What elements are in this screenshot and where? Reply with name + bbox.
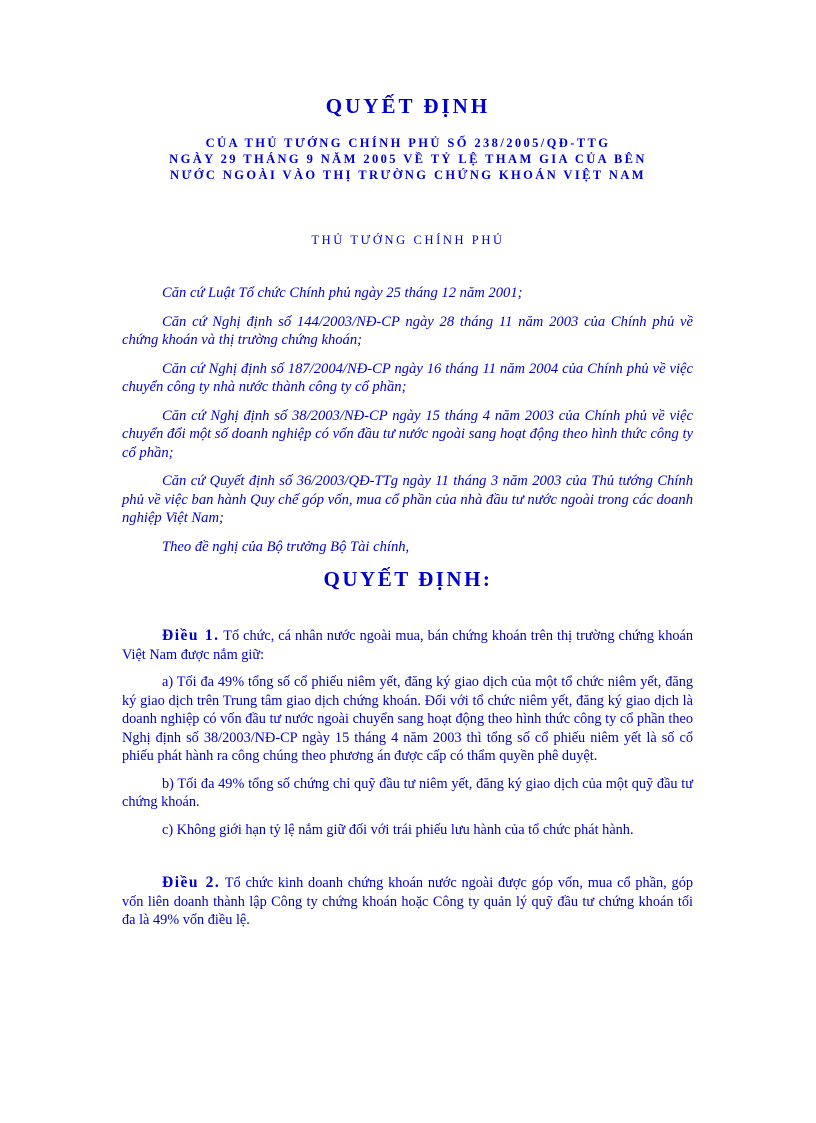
basis-paragraph: Căn cứ Nghị định số 38/2003/NĐ-CP ngày 15 tháng 4 năm 2003 của Chính phủ về việc chuyển đổi một số doanh nghiệp có vốn đầu tư nước ngoài sang hoạt động theo hình thức công ty cổ phần; <box>122 407 693 461</box>
basis-paragraph: Căn cứ Quyết định số 36/2003/QĐ-TTg ngày 11 tháng 3 năm 2003 của Thủ tướng Chính phủ về việc ban hành Quy chế góp vốn, mua cổ phần của nhà đầu tư nước ngoài trong các doanh nghiệp Việt Nam; <box>122 473 693 526</box>
decision-heading: QUYẾT ĐỊNH: <box>323 567 493 591</box>
document-subtitle <box>0 135 816 183</box>
basis-paragraph: Theo đề nghị của Bộ trưởng Bộ Tài chính, <box>162 538 410 555</box>
basis-paragraph: Căn cứ Nghị định số 187/2004/NĐ-CP ngày 16 tháng 11 năm 2004 của Chính phủ về việc chuyển công ty nhà nước thành công ty cổ phần; <box>122 360 693 395</box>
document-title: QUYẾT ĐỊNH <box>325 94 491 118</box>
article-2-label: Điều 2. <box>162 874 221 891</box>
legal-basis-section <box>122 284 693 566</box>
article-1-item: b) Tối đa 49% tổng số chứng chỉ quỹ đầu tư niêm yết, đăng ký giao dịch của một quỹ đầu tư chứng khoán. <box>122 775 693 810</box>
subtitle-line: CỦA THỦ TƯỚNG CHÍNH PHỦ SỐ 238/2005/QĐ-TTG <box>205 136 611 150</box>
spacer <box>122 848 693 874</box>
articles-section <box>122 627 693 939</box>
issuing-authority: THỦ TƯỚNG CHÍNH PHỦ <box>311 233 505 247</box>
article-1 <box>122 627 693 664</box>
article-2 <box>122 874 693 930</box>
subtitle-line: NGÀY 29 THÁNG 9 NĂM 2005 VỀ TỶ LỆ THAM GIA CỦA BÊN <box>169 152 647 166</box>
article-1-item: a) Tối đa 49% tổng số cổ phiếu niêm yết, đăng ký giao dịch của một tổ chức niêm yết, đăng ký giao dịch trên Trung tâm giao dịch chứng khoán. Đối với tổ chức niêm yết, đăng ký giao dịch là doanh nghiệp có vốn đầu tư nước ngoài chuyển sang hoạt động theo hình thức công ty cổ phần theo Nghị định số 38/2003/NĐ-CP ngày 15 tháng 4 năm 2003 thì tổng số cổ phiếu niêm yết là số cổ phiếu phát hành ra công chúng theo phương án được cấp có thẩm quyền phê duyệt. <box>122 674 693 764</box>
subtitle-line: NƯỚC NGOÀI VÀO THỊ TRƯỜNG CHỨNG KHOÁN VIỆT NAM <box>170 168 646 182</box>
article-1-label: Điều 1. <box>162 627 220 644</box>
article-1-item: c) Không giới hạn tỷ lệ nắm giữ đối với trái phiếu lưu hành của tổ chức phát hành. <box>162 821 634 838</box>
article-2-text: Tổ chức kinh doanh chứng khoán nước ngoài được góp vốn, mua cổ phần, góp vốn liên doanh thành lập Công ty chứng khoán hoặc Công ty quản lý quỹ đầu tư chứng khoán tối đa là 49% vốn điều lệ. <box>122 875 694 928</box>
basis-paragraph: Căn cứ Nghị định số 144/2003/NĐ-CP ngày 28 tháng 11 năm 2003 của Chính phủ về chứng khoán và thị trường chứng khoán; <box>122 313 693 348</box>
article-1-text: Tổ chức, cá nhân nước ngoài mua, bán chứng khoán trên thị trường chứng khoán Việt Nam được nắm giữ: <box>122 628 693 663</box>
basis-paragraph: Căn cứ Luật Tổ chức Chính phủ ngày 25 tháng 12 năm 2001; <box>162 285 523 301</box>
